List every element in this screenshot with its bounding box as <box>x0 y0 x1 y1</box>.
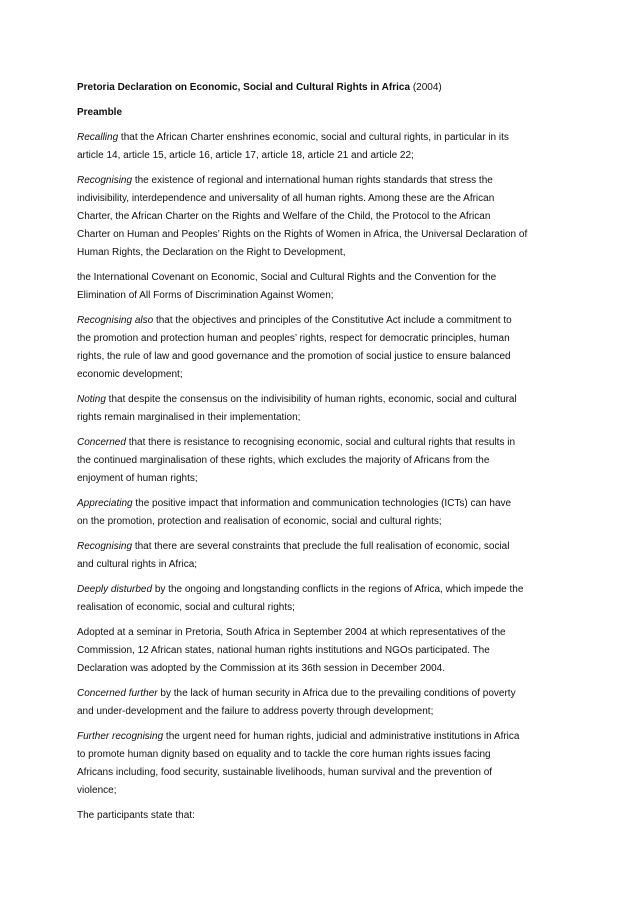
line-text: by the ongoing and longstanding conflicts in the regions of Africa, which impede the <box>152 584 524 595</box>
paragraph-lead: Noting <box>77 394 106 405</box>
text-line <box>77 434 577 452</box>
paragraph <box>77 728 577 800</box>
line-text: indivisibility, interdependence and universality of all human rights. Among these are the African <box>77 193 495 204</box>
text-line <box>77 599 577 617</box>
line-text: enjoyment of human rights; <box>77 473 198 484</box>
line-text: Adopted at a seminar in Pretoria, South Africa in September 2004 at which representatives of the <box>77 627 506 638</box>
line-text: and cultural rights in Africa; <box>77 559 198 570</box>
paragraph-lead: Recalling <box>77 132 119 143</box>
text-line <box>77 513 577 531</box>
paragraph-list <box>77 129 577 825</box>
title-year: (2004) <box>412 82 442 93</box>
line-text: that the objectives and principles of the Constitutive Act include a commitment to <box>153 315 512 326</box>
text-line <box>77 366 577 384</box>
text-line <box>77 581 577 599</box>
line-text: economic development; <box>77 369 183 380</box>
text-line <box>77 764 577 782</box>
paragraph <box>77 538 577 574</box>
line-text: the continued marginalisation of these rights, which excludes the majority of Africans from the <box>77 455 490 466</box>
line-text: violence; <box>77 785 117 796</box>
line-text: rights remain marginalised in their implementation; <box>77 412 301 423</box>
text-line <box>77 330 577 348</box>
section-heading: Preamble <box>77 107 123 118</box>
paragraph-lead: Recognising also <box>77 315 154 326</box>
line-text: by the lack of human security in Africa due to the prevailing conditions of poverty <box>157 688 516 699</box>
paragraph-lead: Deeply disturbed <box>77 584 153 595</box>
paragraph <box>77 581 577 617</box>
text-line <box>77 226 577 244</box>
text-line <box>77 807 577 825</box>
text-line <box>77 129 577 147</box>
line-text: that despite the consensus on the indivisibility of human rights, economic, social and cultural <box>105 394 517 405</box>
text-line <box>77 287 577 305</box>
text-line <box>77 208 577 226</box>
line-text: Commission, 12 African states, national human rights institutions and NGOs participated. The <box>77 645 490 656</box>
text-line <box>77 452 577 470</box>
text-line <box>77 409 577 427</box>
document-title <box>77 79 577 97</box>
line-text: Human Rights, the Declaration on the Right to Development, <box>77 247 346 258</box>
paragraph-lead: Concerned <box>77 437 126 448</box>
line-text: that there are several constraints that preclude the full realisation of economic, social <box>132 541 510 552</box>
text-line <box>77 244 577 262</box>
text-line <box>77 624 577 642</box>
text-line <box>77 348 577 366</box>
text-line <box>77 728 577 746</box>
paragraph <box>77 495 577 531</box>
line-text: Africans including, food security, sustainable livelihoods, human survival and the prevention of <box>77 767 493 778</box>
paragraph <box>77 269 577 305</box>
line-text: realisation of economic, social and cultural rights; <box>77 602 295 613</box>
line-text: the positive impact that information and communication technologies (ICTs) can have <box>132 498 512 509</box>
paragraph <box>77 129 577 165</box>
text-line <box>77 470 577 488</box>
paragraph <box>77 807 577 825</box>
line-text: The participants state that: <box>77 810 195 821</box>
line-text: rights, the rule of law and good governance and the promotion of social justice to ensure balanced <box>77 351 511 362</box>
line-text: the existence of regional and international human rights standards that stress the <box>132 175 493 186</box>
line-text: that there is resistance to recognising economic, social and cultural rights that results in <box>125 437 516 448</box>
paragraph-lead: Recognising <box>77 541 133 552</box>
line-text: Elimination of All Forms of Discrimination Against Women; <box>77 290 334 301</box>
document-page <box>77 79 577 825</box>
paragraph <box>77 312 577 384</box>
text-line <box>77 642 577 660</box>
text-line <box>77 538 577 556</box>
text-line <box>77 269 577 287</box>
paragraph <box>77 685 577 721</box>
text-line <box>77 147 577 165</box>
line-text: Charter, the African Charter on the Rights and Welfare of the Child, the Protocol to the African <box>77 211 491 222</box>
paragraph <box>77 391 577 427</box>
paragraph <box>77 624 577 678</box>
text-line <box>77 172 577 190</box>
text-line <box>77 391 577 409</box>
paragraph-lead: Further recognising <box>77 731 164 742</box>
text-line <box>77 685 577 703</box>
line-text: article 14, article 15, article 16, article 17, article 18, article 21 and article 22; <box>77 150 414 161</box>
text-line <box>77 312 577 330</box>
line-text: to promote human dignity based on equality and to tackle the core human rights issues facing <box>77 749 491 760</box>
line-text: the International Covenant on Economic, Social and Cultural Rights and the Convention for the <box>77 272 497 283</box>
line-text: Declaration was adopted by the Commission at its 36th session in December 2004. <box>77 663 445 674</box>
text-line <box>77 556 577 574</box>
text-line <box>77 782 577 800</box>
line-text: the urgent need for human rights, judicial and administrative institutions in Africa <box>163 731 520 742</box>
line-text: on the promotion, protection and realisation of economic, social and cultural rights; <box>77 516 442 527</box>
line-text: the promotion and protection human and peoples’ rights, respect for democratic principles, human <box>77 333 510 344</box>
text-line <box>77 495 577 513</box>
paragraph <box>77 434 577 488</box>
line-text: that the African Charter enshrines economic, social and cultural rights, in particular in its <box>118 132 509 143</box>
text-line <box>77 190 577 208</box>
paragraph-lead: Concerned further <box>77 688 158 699</box>
paragraph-lead: Recognising <box>77 175 133 186</box>
text-line <box>77 660 577 678</box>
line-text: Charter on Human and Peoples’ Rights on the Rights of Women in Africa, the Universal Declaration of <box>77 229 528 240</box>
title-text: Pretoria Declaration on Economic, Social and Cultural Rights in Africa <box>77 82 411 93</box>
text-line <box>77 746 577 764</box>
paragraph <box>77 172 577 262</box>
text-line <box>77 703 577 721</box>
paragraph-lead: Appreciating <box>77 498 133 509</box>
line-text: and under-development and the failure to address poverty through development; <box>77 706 434 717</box>
